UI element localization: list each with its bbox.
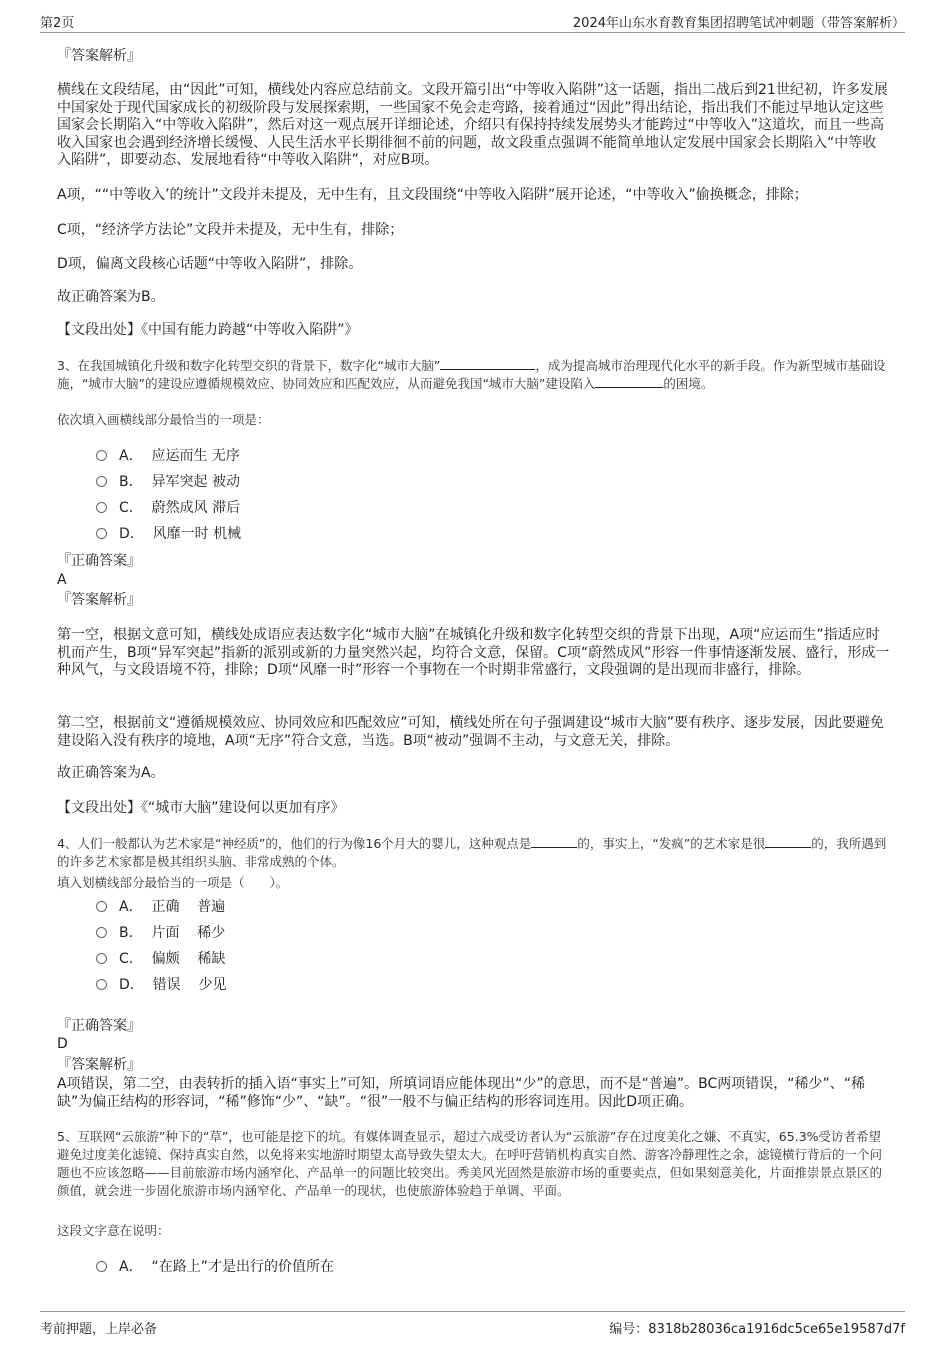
q3-option-d[interactable]: D． 风靡一时 机械 bbox=[96, 525, 241, 543]
radio-icon[interactable] bbox=[96, 528, 107, 539]
q4-stem bbox=[57, 835, 890, 871]
q2-analysis-label: 『答案解析』 bbox=[57, 48, 141, 64]
q4-blank-1 bbox=[531, 835, 577, 848]
q4-stem-part2: 的，事实上，“发疯”的艺术家是很 bbox=[577, 836, 766, 851]
radio-icon[interactable] bbox=[96, 979, 107, 990]
document-title: 2024年山东水育教育集团招聘笔试冲刺题（带答案解析） bbox=[572, 16, 905, 31]
radio-icon[interactable] bbox=[96, 450, 107, 461]
radio-icon[interactable] bbox=[96, 476, 107, 487]
q2-analysis-p3: C项，“经济学方法论”文段并未提及，无中生有，排除； bbox=[57, 222, 404, 238]
radio-icon[interactable] bbox=[96, 927, 107, 938]
document-code: 编号：8318b28036ca1916dc5ce65e19587d7f bbox=[609, 1322, 905, 1337]
q4-option-b[interactable]: B． 片面 稀少 bbox=[96, 924, 225, 942]
radio-icon[interactable] bbox=[96, 502, 107, 513]
q5-ask: 这段文字意在说明： bbox=[57, 1223, 170, 1238]
page-header bbox=[40, 0, 905, 33]
q3-conclusion: 故正确答案为A。 bbox=[57, 765, 165, 781]
q3-stem-part1: 3、在我国城镇化升级和数字化转型交织的背景下，数字化“城市大脑” bbox=[57, 358, 441, 373]
q3-blank-2 bbox=[595, 375, 663, 388]
q4-analysis-p1: A项错误，第二空，由表转折的插入语“事实上”可知，所填词语应能体现出“少”的意思，而不是“普遍”。BC两项错误，“稀少”、“稀缺”为偏正结构的形容词，“稀”修饰“少”、“缺”。“很”一般不与偏正结构的形容词连用。因此D项正确。 bbox=[57, 1076, 865, 1110]
q4-option-d[interactable]: D． 错误 少见 bbox=[96, 976, 226, 994]
q2-analysis-p2: A项，““中等收入’的统计”文段并未提及，无中生有，且文段围绕“中等收入陷阱”展开论述，“中等收入”偷换概念，排除； bbox=[57, 187, 808, 203]
q3-option-c[interactable]: C． 蔚然成风 滞后 bbox=[96, 499, 240, 517]
q4-option-c[interactable]: C． 偏颇 稀缺 bbox=[96, 950, 225, 968]
page-footer bbox=[40, 1311, 905, 1342]
radio-icon[interactable] bbox=[96, 901, 107, 912]
q4-stem-part3: 的，我所遇到的许多艺术家都是极其组织头脑、非常成熟的个体。 bbox=[57, 836, 887, 869]
q3-source: 【文段出处】《“城市大脑”建设何以更加有序》 bbox=[57, 800, 345, 816]
q4-blank-2 bbox=[765, 835, 811, 848]
q4-stem-part1: 4、人们一般都认为艺术家是“神经质”的，他们的行为像16个月大的婴儿，这种观点是 bbox=[57, 836, 532, 851]
q3-stem-part2: ，成为提高城市治理现代化水平的新手段。作为新型城市基础设施，“城市大脑”的建设应遵循规模效应、协同效应和匹配效应，从而避免我国“城市大脑”建设陷入 bbox=[57, 358, 886, 391]
q5-stem: 5、互联网“云旅游”种下的“草”，也可能是挖下的坑。有媒体调查显示，超过六成受访者认为“云旅游”存在过度美化之嫌、不真实，65.3%受访者希望避免过度美化滤镜、保持真实自然，以免将来实地游时期望太高导致失望太大。在呼吁营销机构真实自然、游客冷静理性之余，滤镜横行背后的一个问题也不应该忽略——目前旅游市场内涵窄化、产品单一的问题比较突出。秀美风光固然是旅游市场的重要卖点，但如果刻意美化，片面推崇景点景区的颜值，就会进一步固化旅游市场内涵窄化、产品单一的现状，也使旅游体验趋于单调、平面。 bbox=[57, 1129, 883, 1198]
q3-ask: 依次填入画横线部分最恰当的一项是： bbox=[57, 412, 270, 427]
radio-icon[interactable] bbox=[96, 953, 107, 964]
footer-slogan: 考前押题，上岸必备 bbox=[40, 1322, 158, 1337]
q2-analysis-p4: D项，偏离文段核心话题“中等收入陷阱”，排除。 bbox=[57, 256, 363, 272]
q3-option-b[interactable]: B． 异军突起 被动 bbox=[96, 473, 240, 491]
q3-blank-1 bbox=[440, 357, 535, 370]
q2-source: 【文段出处】《中国有能力跨越“中等收入陷阱”》 bbox=[57, 322, 359, 338]
q4-option-a[interactable]: A． 正确 普遍 bbox=[96, 898, 225, 916]
q3-answer-label: 『正确答案』 bbox=[57, 553, 141, 569]
q3-option-a[interactable]: A． 应运而生 无序 bbox=[96, 447, 240, 465]
q3-analysis-p1: 第一空，根据文意可知，横线处成语应表达数字化“城市大脑”在城镇化升级和数字化转型交织的背景下出现，A项“应运而生”指适应时机而产生，B项“异军突起”指新的派别或新的力量突然兴起，均符合文意，保留。C项“蔚然成风”形容一件事情逐渐发展、盛行，形成一种风气，与文段语境不符，排除；D项“风靡一时”形容一个事物在一个时期非常盛行，文段强调的是出现而非盛行，排除。 bbox=[57, 627, 890, 678]
q2-analysis-p1: 横线在文段结尾，由“因此”可知，横线处内容应总结前文。文段开篇引出“中等收入陷阱”这一话题，指出二战后到21世纪初，许多发展中国家处于现代国家成长的初级阶段与发展探索期，一些国家不免会走弯路，接着通过“因此”得出结论，指出我们不能过早地认定这些国家会长期陷入“中等收入陷阱”，然后对这一观点展开详细论述，介绍只有保持持续发展势头才能跨过“中等收入”这道坎，而且一些高收入国家也会遇到经济增长缓慢、人民生活水平长期徘徊不前的问题，故文段重点强调不能简单地认定发展中国家会长期陷入“中等收入陷阱”，即要动态、发展地看待“中等收入陷阱”，对应B项。 bbox=[57, 82, 888, 168]
q3-stem bbox=[57, 357, 890, 393]
q4-ask: 填入划横线部分最恰当的一项是（ ）。 bbox=[57, 875, 289, 890]
q2-conclusion: 故正确答案为B。 bbox=[57, 289, 165, 305]
q4-answer: D bbox=[57, 1036, 68, 1052]
page-number: 第2页 bbox=[40, 16, 75, 31]
q3-analysis-p2: 第二空，根据前文“遵循规模效应、协同效应和匹配效应”可知，横线处所在句子强调建设“城市大脑”要有秩序、逐步发展，因此要避免建设陷入没有秩序的境地，A项“无序”符合文意，当选。B项“被动”强调不主动，与文意无关，排除。 bbox=[57, 715, 885, 749]
q3-stem-part3: 的困境。 bbox=[663, 376, 714, 391]
q3-answer: A bbox=[57, 572, 67, 588]
radio-icon[interactable] bbox=[96, 1261, 107, 1272]
q4-analysis-label: 『答案解析』 bbox=[57, 1057, 141, 1073]
q3-analysis-label: 『答案解析』 bbox=[57, 592, 141, 608]
q5-option-a[interactable]: A． “在路上”才是出行的价值所在 bbox=[96, 1258, 334, 1276]
q4-answer-label: 『正确答案』 bbox=[57, 1018, 141, 1034]
